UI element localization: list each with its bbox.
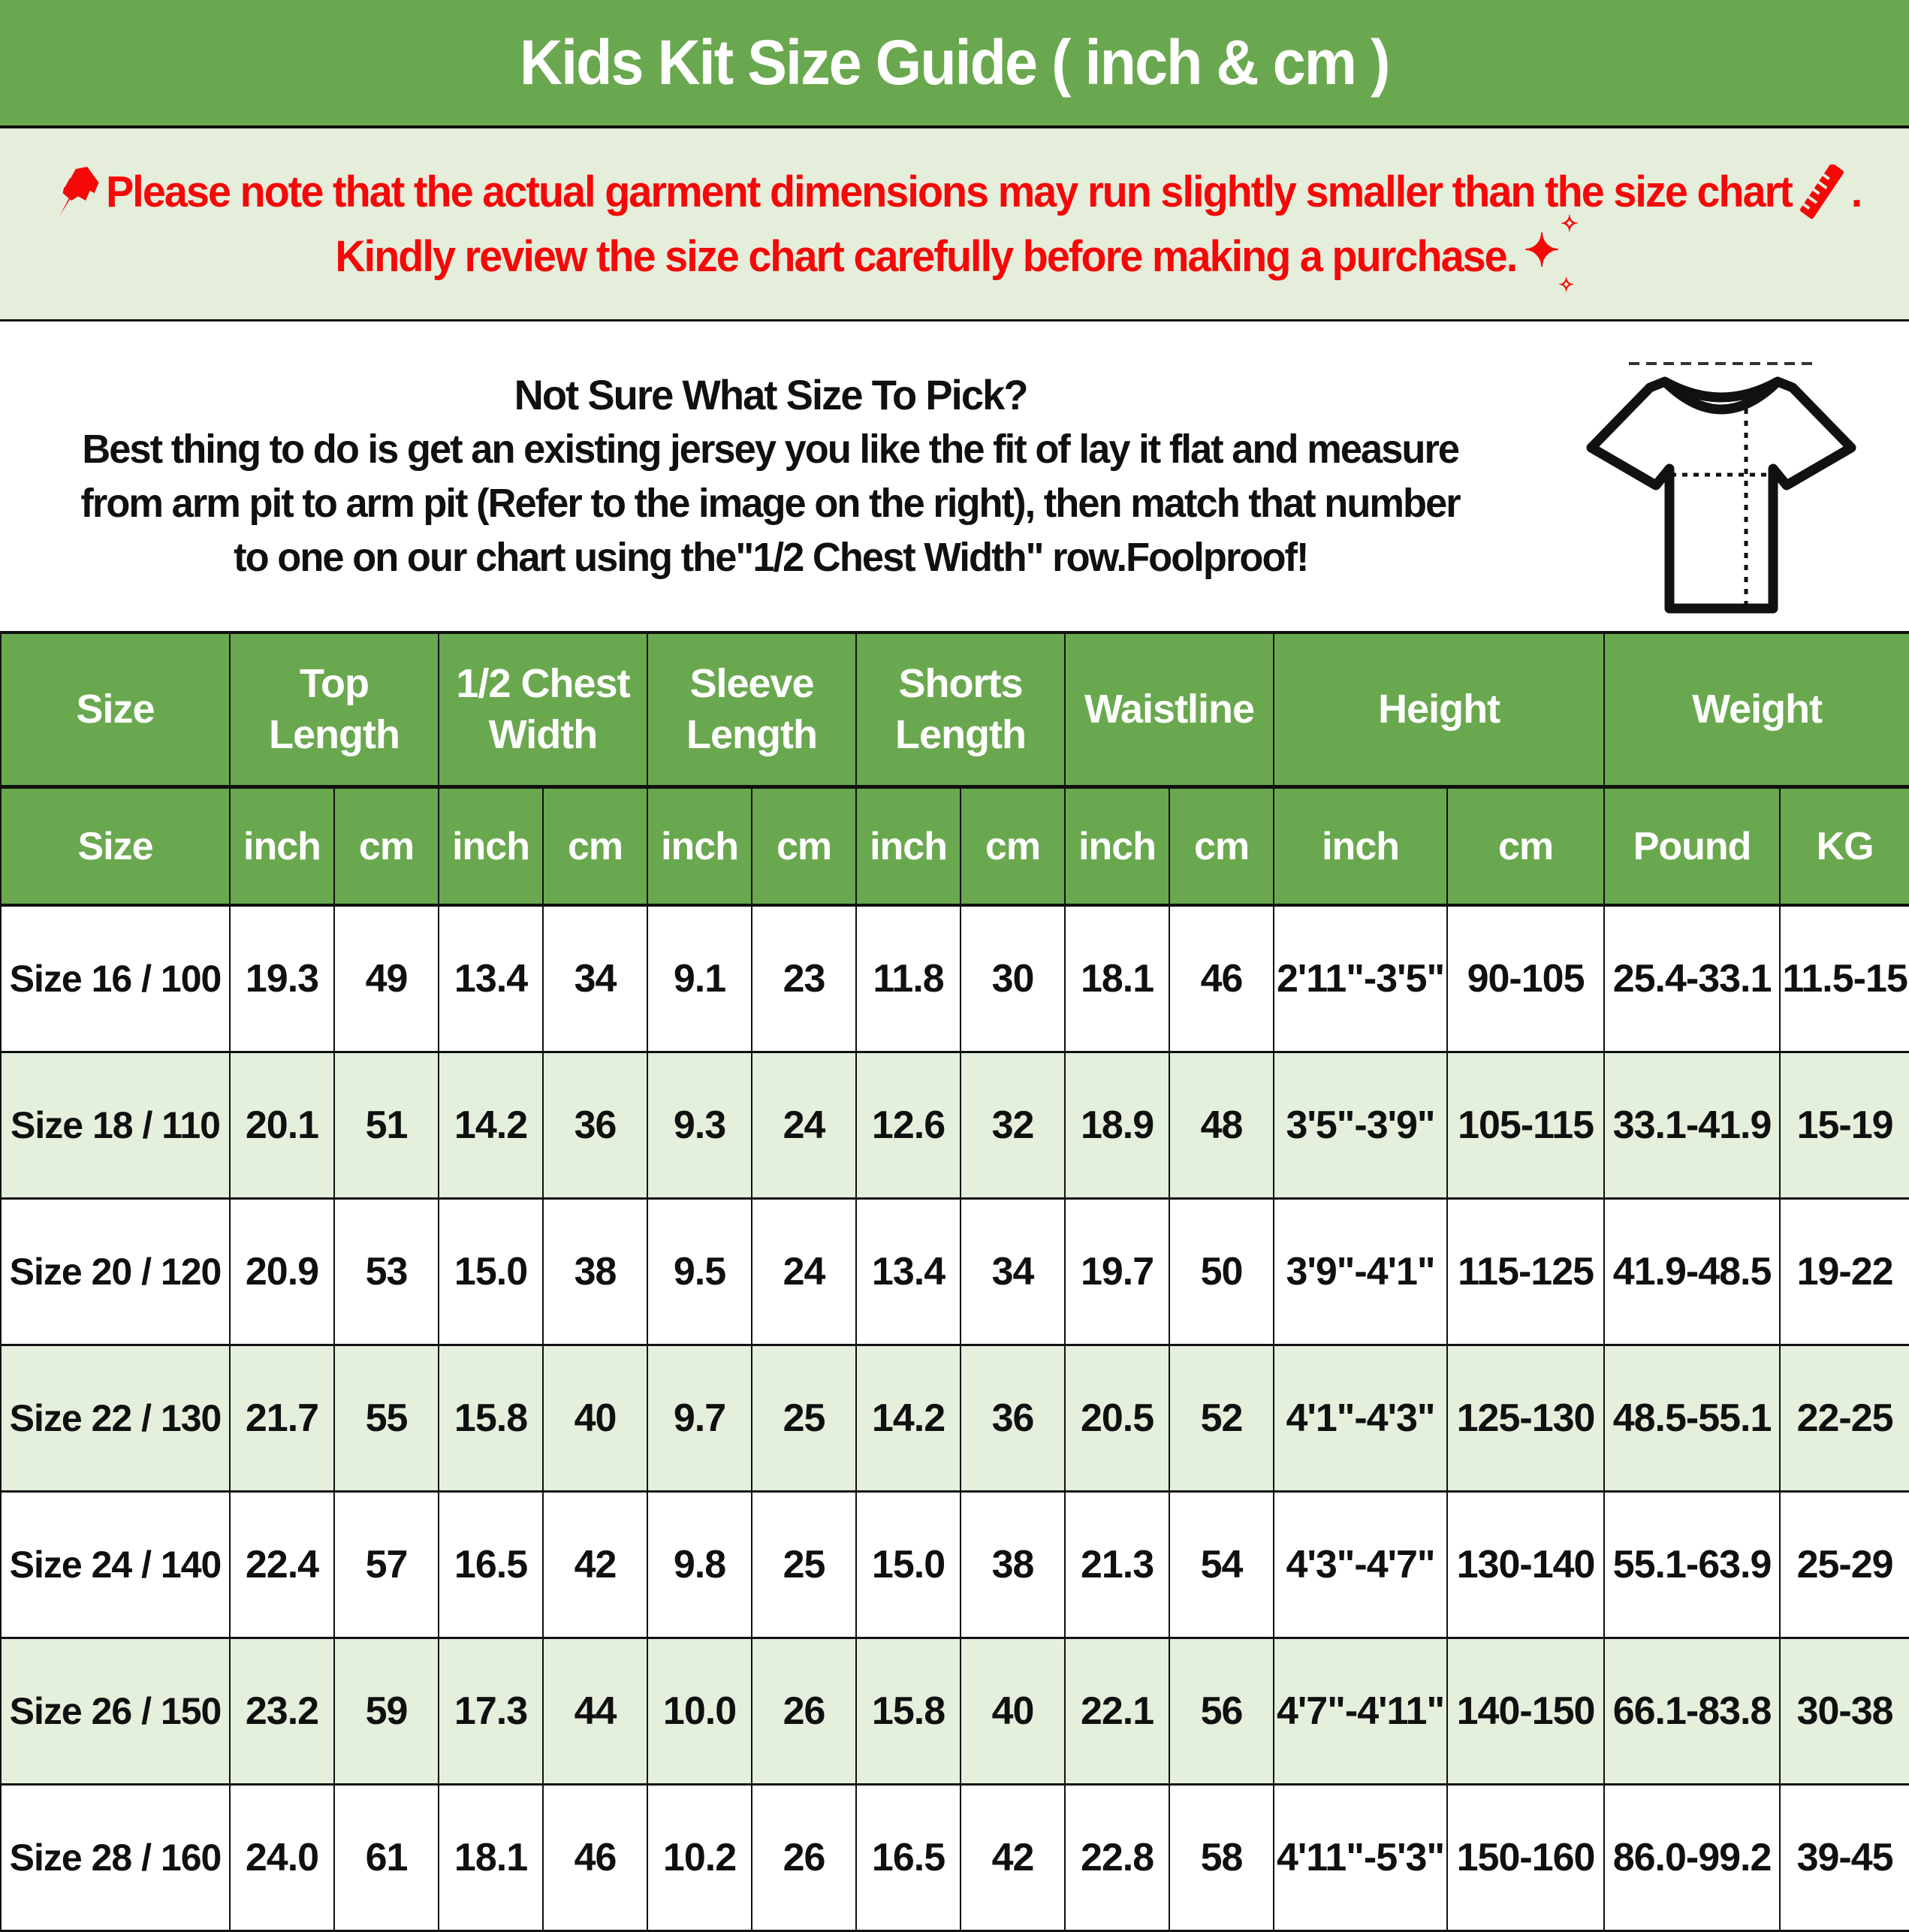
- value-cell: 9.8: [647, 1491, 752, 1638]
- value-cell: 36: [543, 1052, 647, 1198]
- value-cell: 115-125: [1447, 1198, 1604, 1345]
- group-header-3: Sleeve Length: [647, 632, 856, 786]
- table-row: [1, 1052, 1909, 1198]
- value-cell: 15.8: [856, 1638, 961, 1784]
- value-cell: 21.3: [1065, 1491, 1169, 1638]
- table-row: [1, 1345, 1909, 1491]
- value-cell: 16.5: [439, 1491, 543, 1638]
- value-cell: 20.1: [230, 1052, 334, 1198]
- value-cell: 13.4: [439, 905, 543, 1052]
- value-cell: 56: [1169, 1638, 1274, 1784]
- value-cell: 61: [334, 1784, 439, 1930]
- notice-text-1: Please note that the actual garment dimensions may run slightly smaller than the size chart: [105, 168, 1792, 217]
- value-cell: 4'7"-4'11": [1274, 1638, 1447, 1784]
- value-cell: 21.7: [230, 1345, 334, 1491]
- value-cell: 19-22: [1780, 1198, 1909, 1345]
- size-cell: Size 28 / 160: [1, 1784, 230, 1930]
- page-title: Kids Kit Size Guide ( inch & cm ): [520, 27, 1389, 98]
- size-cell: Size 16 / 100: [1, 905, 230, 1052]
- table-body: [1, 905, 1909, 1930]
- value-cell: 9.5: [647, 1198, 752, 1345]
- pushpin-icon: [54, 166, 100, 219]
- value-cell: 9.3: [647, 1052, 752, 1198]
- value-cell: 54: [1169, 1491, 1274, 1638]
- value-cell: 15.8: [439, 1345, 543, 1491]
- sub-header-3: inch: [439, 786, 543, 905]
- value-cell: 42: [543, 1491, 647, 1638]
- value-cell: 25: [752, 1345, 856, 1491]
- size-cell: Size 26 / 150: [1, 1638, 230, 1784]
- sub-header-13: Pound: [1604, 786, 1780, 905]
- ruler-icon: [1797, 165, 1844, 220]
- value-cell: 18.9: [1065, 1052, 1169, 1198]
- value-cell: 49: [334, 905, 439, 1052]
- group-header-6: Height: [1274, 632, 1604, 786]
- value-cell: 66.1-83.8: [1604, 1638, 1780, 1784]
- table-row: [1, 1784, 1909, 1930]
- value-cell: 25-29: [1780, 1491, 1909, 1638]
- table-row: [1, 1638, 1909, 1784]
- notice-line-1: [48, 165, 1861, 220]
- size-table: [0, 631, 1909, 1932]
- value-cell: 22-25: [1780, 1345, 1909, 1491]
- value-cell: 38: [543, 1198, 647, 1345]
- value-cell: 25: [752, 1491, 856, 1638]
- group-header-5: Waistline: [1065, 632, 1274, 786]
- value-cell: 140-150: [1447, 1638, 1604, 1784]
- value-cell: 10.0: [647, 1638, 752, 1784]
- value-cell: 55.1-63.9: [1604, 1491, 1780, 1638]
- value-cell: 24: [752, 1052, 856, 1198]
- help-line-4: to one on our chart using the"1/2 Chest Width" row.Foolproof!: [233, 535, 1308, 581]
- value-cell: 23.2: [230, 1638, 334, 1784]
- value-cell: 24.0: [230, 1784, 334, 1930]
- value-cell: 19.3: [230, 905, 334, 1052]
- table-row: [1, 905, 1909, 1052]
- help-section: [0, 321, 1909, 632]
- value-cell: 55: [334, 1345, 439, 1491]
- size-cell: Size 18 / 110: [1, 1052, 230, 1198]
- value-cell: 4'11"-5'3": [1274, 1784, 1447, 1930]
- value-cell: 23: [752, 905, 856, 1052]
- value-cell: 9.7: [647, 1345, 752, 1491]
- value-cell: 2'11"-3'5": [1274, 905, 1447, 1052]
- size-cell: Size 22 / 130: [1, 1345, 230, 1491]
- sub-header-11: inch: [1274, 786, 1447, 905]
- value-cell: 18.1: [439, 1784, 543, 1930]
- value-cell: 11.8: [856, 905, 961, 1052]
- value-cell: 11.5-15: [1780, 905, 1909, 1052]
- value-cell: 40: [543, 1345, 647, 1491]
- value-cell: 15.0: [439, 1198, 543, 1345]
- value-cell: 22.4: [230, 1491, 334, 1638]
- help-text: [0, 370, 1534, 583]
- value-cell: 130-140: [1447, 1491, 1604, 1638]
- notice-period: .: [1850, 168, 1862, 217]
- sub-header-10: cm: [1169, 786, 1274, 905]
- sub-header-2: cm: [334, 786, 439, 905]
- value-cell: 14.2: [439, 1052, 543, 1198]
- table-row: [1, 1198, 1909, 1345]
- value-cell: 30: [961, 905, 1065, 1052]
- size-cell: Size 24 / 140: [1, 1491, 230, 1638]
- sparkles-icon: ✦ ✧ ✧: [1523, 211, 1577, 296]
- sub-header-9: inch: [1065, 786, 1169, 905]
- group-header-0: Size: [1, 632, 230, 786]
- shirt-diagram: [1534, 321, 1909, 632]
- value-cell: 15.0: [856, 1491, 961, 1638]
- notice-line-2: [335, 211, 1577, 296]
- value-cell: 34: [961, 1198, 1065, 1345]
- value-cell: 51: [334, 1052, 439, 1198]
- value-cell: 90-105: [1447, 905, 1604, 1052]
- value-cell: 48.5-55.1: [1604, 1345, 1780, 1491]
- sub-header-6: cm: [752, 786, 856, 905]
- title-bar: [0, 0, 1909, 128]
- sub-header-12: cm: [1447, 786, 1604, 905]
- value-cell: 58: [1169, 1784, 1274, 1930]
- value-cell: 26: [752, 1638, 856, 1784]
- help-line-2: Best thing to do is get an existing jersey you like the fit of lay it flat and measure: [82, 427, 1459, 472]
- value-cell: 52: [1169, 1345, 1274, 1491]
- value-cell: 40: [961, 1638, 1065, 1784]
- value-cell: 42: [961, 1784, 1065, 1930]
- value-cell: 38: [961, 1491, 1065, 1638]
- value-cell: 13.4: [856, 1198, 961, 1345]
- group-header-7: Weight: [1604, 632, 1909, 786]
- notice-banner: [0, 128, 1909, 321]
- value-cell: 39-45: [1780, 1784, 1909, 1930]
- value-cell: 30-38: [1780, 1638, 1909, 1784]
- value-cell: 3'5"-3'9": [1274, 1052, 1447, 1198]
- value-cell: 46: [1169, 905, 1274, 1052]
- value-cell: 26: [752, 1784, 856, 1930]
- value-cell: 34: [543, 905, 647, 1052]
- value-cell: 25.4-33.1: [1604, 905, 1780, 1052]
- sub-header-4: cm: [543, 786, 647, 905]
- value-cell: 59: [334, 1638, 439, 1784]
- value-cell: 24: [752, 1198, 856, 1345]
- value-cell: 125-130: [1447, 1345, 1604, 1491]
- value-cell: 50: [1169, 1198, 1274, 1345]
- sub-header-7: inch: [856, 786, 961, 905]
- value-cell: 53: [334, 1198, 439, 1345]
- value-cell: 14.2: [856, 1345, 961, 1491]
- value-cell: 10.2: [647, 1784, 752, 1930]
- group-header-4: Shorts Length: [856, 632, 1065, 786]
- size-cell: Size 20 / 120: [1, 1198, 230, 1345]
- value-cell: 22.1: [1065, 1638, 1169, 1784]
- value-cell: 46: [543, 1784, 647, 1930]
- value-cell: 22.8: [1065, 1784, 1169, 1930]
- group-header-1: Top Length: [230, 632, 439, 786]
- value-cell: 57: [334, 1491, 439, 1638]
- value-cell: 4'1"-4'3": [1274, 1345, 1447, 1491]
- value-cell: 20.5: [1065, 1345, 1169, 1491]
- notice-text-2: Kindly review the size chart carefully before making a purchase.: [335, 232, 1517, 282]
- table-row: [1, 1491, 1909, 1638]
- value-cell: 9.1: [647, 905, 752, 1052]
- value-cell: 4'3"-4'7": [1274, 1491, 1447, 1638]
- value-cell: 150-160: [1447, 1784, 1604, 1930]
- value-cell: 105-115: [1447, 1052, 1604, 1198]
- value-cell: 19.7: [1065, 1198, 1169, 1345]
- sub-header-14: KG: [1780, 786, 1909, 905]
- value-cell: 33.1-41.9: [1604, 1052, 1780, 1198]
- sub-header-1: inch: [230, 786, 334, 905]
- help-line-3: from arm pit to arm pit (Refer to the image on the right), then match that number: [80, 481, 1461, 527]
- value-cell: 86.0-99.2: [1604, 1784, 1780, 1930]
- table-subheader-row: [1, 786, 1909, 905]
- value-cell: 44: [543, 1638, 647, 1784]
- sub-header-0: Size: [1, 786, 230, 905]
- value-cell: 18.1: [1065, 905, 1169, 1052]
- value-cell: 17.3: [439, 1638, 543, 1784]
- value-cell: 48: [1169, 1052, 1274, 1198]
- value-cell: 32: [961, 1052, 1065, 1198]
- value-cell: 15-19: [1780, 1052, 1909, 1198]
- group-header-2: 1/2 Chest Width: [439, 632, 647, 786]
- value-cell: 3'9"-4'1": [1274, 1198, 1447, 1345]
- sub-header-5: inch: [647, 786, 752, 905]
- help-heading: Not Sure What Size To Pick?: [514, 371, 1027, 419]
- value-cell: 20.9: [230, 1198, 334, 1345]
- value-cell: 16.5: [856, 1784, 961, 1930]
- value-cell: 12.6: [856, 1052, 961, 1198]
- value-cell: 41.9-48.5: [1604, 1198, 1780, 1345]
- table-group-header-row: [1, 632, 1909, 786]
- value-cell: 36: [961, 1345, 1065, 1491]
- sub-header-8: cm: [961, 786, 1065, 905]
